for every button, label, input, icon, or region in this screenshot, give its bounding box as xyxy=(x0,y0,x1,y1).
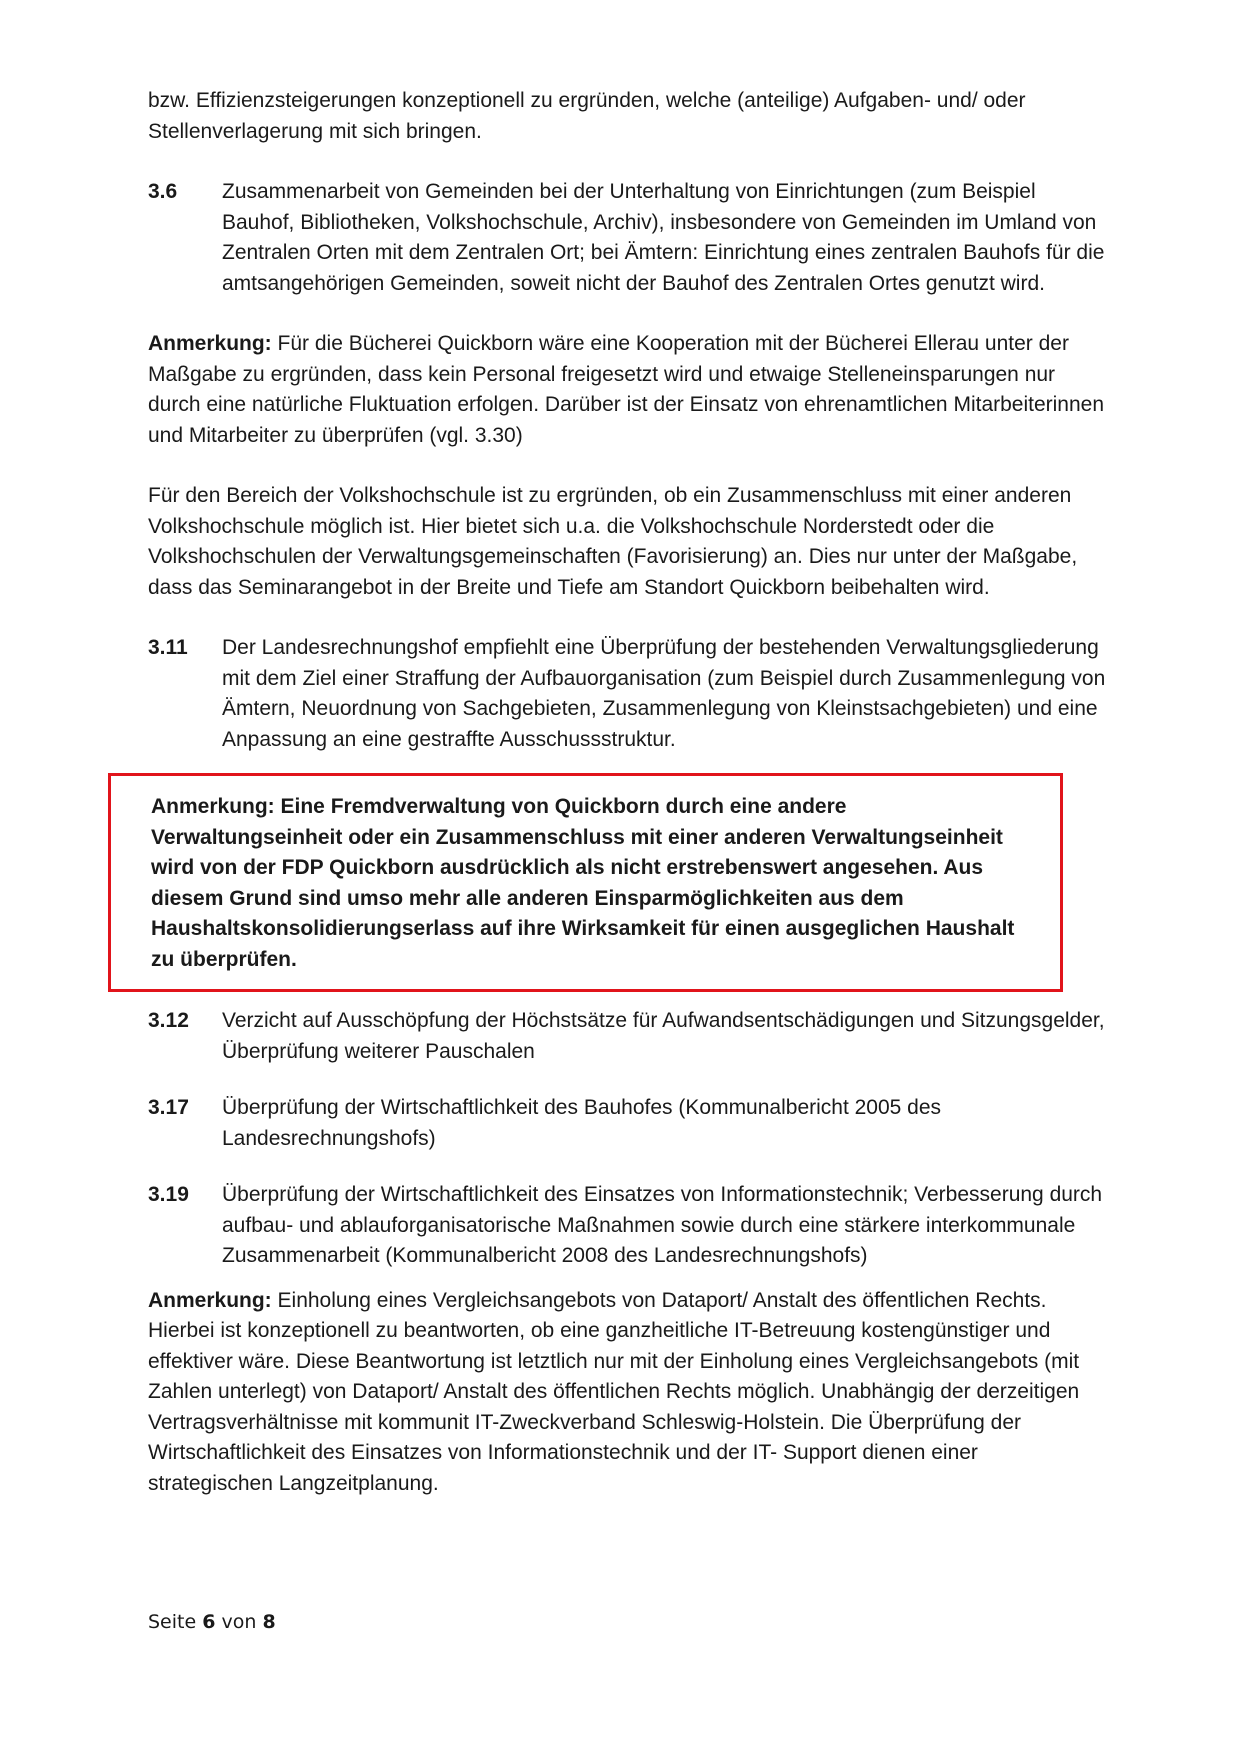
item-text: Überprüfung der Wirtschaftlichkeit des Einsatzes von Informationstechnik; Verbesserung durch aufbau- und ablauforganisatorische Maßnahmen sowie durch eine stärkere interkommunale Zusammenarbeit (Kommunalbericht 2008 des Landesrechnungshofs) xyxy=(222,1183,1103,1267)
document-page xyxy=(148,86,1108,1499)
item-text: Der Landesrechnungshof empfiehlt eine Überprüfung der bestehenden Verwaltungsgliederung mit dem Ziel einer Straffung der Aufbauorganisation (zum Beispiel durch Zusammenlegung von Ämtern, Neuordnung von Sachgebieten, Zusammenlegung von Kleinstsachgebieten) und eine Anpassung an eine gestraffte Ausschussstruktur. xyxy=(222,636,1106,751)
footer-page-number: 6 xyxy=(202,1611,216,1633)
item-text: Zusammenarbeit von Gemeinden bei der Unterhaltung von Einrichtungen (zum Beispiel Bauhof, Bibliotheken, Volkshochschule, Archiv), insbesondere von Gemeinden im Umland von Zentralen Orten mit dem Zentralen Ort; bei Ämtern: Einrichtung eines zentralen Bauhofs für die amtsangehörigen Gemeinden, soweit nicht der Bauhof des Zentralen Ortes genutzt wird. xyxy=(222,180,1105,295)
item-3-11 xyxy=(148,633,1108,755)
footer-total-pages: 8 xyxy=(262,1611,276,1633)
item-3-6 xyxy=(148,177,1108,299)
item-3-12 xyxy=(148,1006,1108,1067)
item-text: Verzicht auf Ausschöpfung der Höchstsätze für Aufwandsentschädigungen und Sitzungsgelder, Überprüfung weiterer Pauschalen xyxy=(222,1009,1105,1063)
footer-prefix: Seite xyxy=(148,1611,197,1633)
note-text: Einholung eines Vergleichsangebots von Dataport/ Anstalt des öffentlichen Rechts. Hierbei ist konzeptionell zu beantworten, ob eine ganzheitliche IT-Betreuung kostengünstiger und effektiver wäre. Diese Beantwortung ist letztlich nur mit der Einholung eines Vergleichsangebots (mit Zahlen unterlegt) von Dataport/ Anstalt des öffentlichen Rechts möglich. Unabhängig der derzeitigen Vertragsverhältnisse mit kommunit IT-Zweckverband Schleswig-Holstein. Die Überprüfung der Wirtschaftlichkeit des Einsatzes von Informationstechnik und der IT- Support dienen einer strategischen Langzeitplanung. xyxy=(148,1288,1080,1495)
item-number: 3.17 xyxy=(148,1096,189,1119)
item-number: 3.6 xyxy=(148,180,178,203)
item-3-17 xyxy=(148,1093,1108,1154)
vhs-paragraph: Für den Bereich der Volkshochschule ist zu ergründen, ob ein Zusammenschluss mit einer anderen Volkshochschule möglich ist. Hier bietet sich u.a. die Volkshochschule Norderstedt oder die Volkshochschulen der Verwaltungsgemeinschaften (Favorisierung) an. Dies nur unter der Maßgabe, dass das Seminarangebot in der Breite und Tiefe am Standort Quickborn beibehalten wird. xyxy=(148,484,1078,599)
item-number: 3.11 xyxy=(148,636,188,659)
note-text: Für die Bücherei Quickborn wäre eine Kooperation mit der Bücherei Ellerau unter der Maßgabe zu ergründen, dass kein Personal freigesetzt wird und etwaige Stelleneinsparungen nur durch eine natürliche Fluktuation erfolgen. Darüber ist der Einsatz von ehrenamtlichen Mitarbeiterinnen und Mitarbeiter zu überprüfen (vgl. 3.30) xyxy=(148,332,1105,447)
intro-paragraph: bzw. Effizienzsteigerungen konzeptionell zu ergründen, welche (anteilige) Aufgaben- und/ oder Stellenverlagerung mit sich bringen. xyxy=(148,89,1026,143)
note-label: Anmerkung: xyxy=(148,332,272,355)
item-text: Überprüfung der Wirtschaftlichkeit des Bauhofes (Kommunalbericht 2005 des Landesrechnungshofs) xyxy=(222,1096,942,1150)
item-3-19 xyxy=(148,1180,1108,1272)
highlighted-note-box xyxy=(108,773,1063,992)
footer-middle: von xyxy=(221,1611,257,1633)
note-label: Anmerkung: xyxy=(148,1288,272,1312)
note-paragraph xyxy=(148,329,1108,451)
note-paragraph xyxy=(148,1286,1108,1500)
highlighted-note-text: Anmerkung: Eine Fremdverwaltung von Quickborn durch eine andere Verwaltungseinheit oder ein Zusammenschluss mit einer anderen Verwaltungseinheit wird von der FDP Quickborn ausdrücklich als nicht erstrebenswert angesehen. Aus diesem Grund sind umso mehr alle anderen Einsparmöglichkeiten aus dem Haushaltskonsolidierungserlass auf ihre Wirksamkeit für einen ausgeglichen Haushalt zu überprüfen. xyxy=(151,795,1015,971)
page-footer xyxy=(148,1610,276,1634)
item-number: 3.19 xyxy=(148,1183,189,1206)
item-number: 3.12 xyxy=(148,1009,189,1032)
